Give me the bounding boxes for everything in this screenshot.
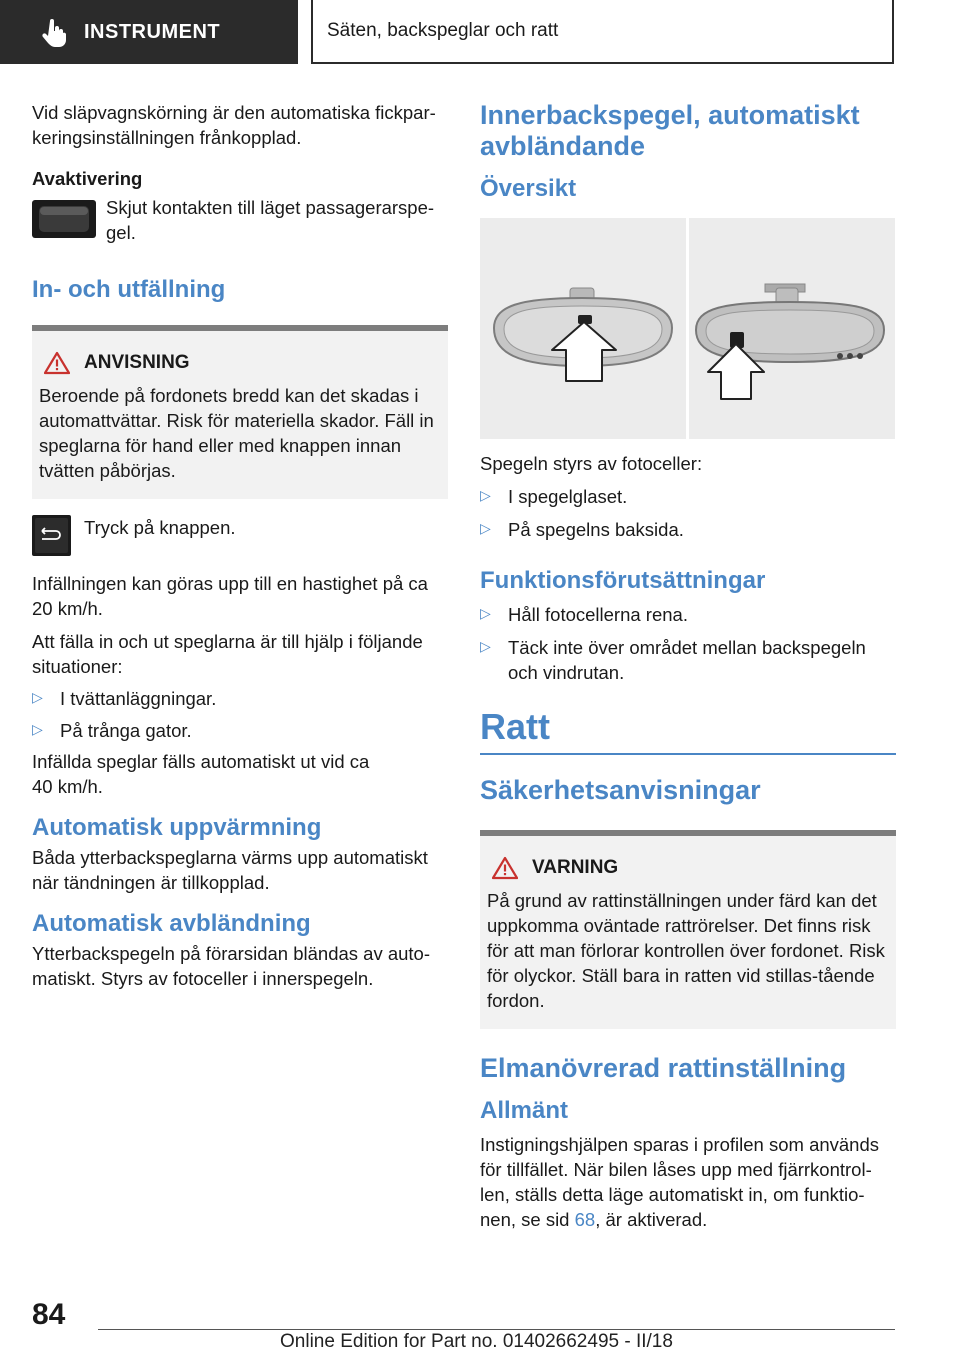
list-item	[32, 686, 448, 711]
list-item-text: I tvättanläggningar.	[60, 688, 217, 709]
ratt-heading: Ratt	[480, 706, 550, 747]
chapter-title: INSTRUMENT	[84, 20, 221, 43]
list-item	[480, 484, 896, 509]
overview-heading: Översikt	[480, 175, 577, 202]
page-number: 84	[32, 1298, 66, 1331]
warning-triangle-icon	[44, 351, 70, 375]
heating-heading: Automatisk uppvärmning	[32, 814, 322, 841]
list-item	[480, 602, 896, 627]
list-item-text: I spegelglaset.	[508, 486, 628, 507]
triangle-bullet-icon: ▷	[480, 638, 491, 654]
list-item	[480, 517, 896, 542]
notice-box	[32, 325, 448, 499]
rearview-mirror-illustration	[480, 218, 895, 439]
list-item-text: Täck inte över området mellan backspegeln och vindrutan.	[508, 637, 866, 683]
section-title: Säten, backspeglar och ratt	[327, 20, 559, 41]
left-column	[32, 100, 448, 991]
deactivation-heading: Avaktivering	[32, 168, 143, 189]
list-item	[480, 635, 896, 685]
right-column	[480, 100, 896, 1232]
triangle-bullet-icon: ▷	[32, 689, 43, 705]
list-item-text: Håll fotocellerna rena.	[508, 604, 688, 625]
warning-header	[492, 856, 890, 880]
mirror-heading: Innerbackspegel, automatiskt avbländande	[480, 100, 860, 161]
safety-heading: Säkerhetsanvisningar	[480, 775, 761, 805]
warning-box	[480, 830, 896, 1029]
switch-button-icon	[32, 200, 98, 240]
general-heading: Allmänt	[480, 1097, 569, 1124]
auto-unfold-text: Infällda speglar fälls automatiskt ut vid ca 40 km/h.	[32, 751, 370, 797]
heating-text: Båda ytterbackspeglarna värms upp automatiskt när tändningen är tillkopplad.	[32, 847, 428, 893]
notice-label: ANVISNING	[84, 352, 190, 373]
footer-divider	[98, 1329, 895, 1330]
mirror-fold-button-icon	[32, 515, 72, 557]
deactivation-row	[32, 195, 448, 245]
fold-help-text: Att fälla in och ut speglarna är till hjälp i följande situationer:	[32, 631, 423, 677]
deactivation-text: Skjut kontakten till läget passagerarspe-gel.	[106, 197, 435, 243]
requirements-heading: Funktionsförutsättningar	[480, 567, 766, 594]
notice-header	[44, 351, 442, 375]
chapter-tab	[0, 0, 298, 64]
photocell-intro: Spegeln styrs av fotoceller:	[480, 453, 703, 474]
warning-label: VARNING	[532, 857, 619, 878]
list-item	[32, 718, 448, 743]
triangle-bullet-icon: ▷	[32, 721, 43, 737]
intro-text: Vid släpvagnskörning är den automatiska fickpar-keringsinställningen frånkopplad.	[32, 102, 436, 148]
fold-heading: In- och utfällning	[32, 276, 226, 303]
ratt-chapter-heading	[480, 705, 896, 755]
notice-text: Beroende på fordonets bredd kan det skadas i automattvättar. Risk för materiella skador. Fäll in speglarna för hand eller med knappen innan tvätten påbörjas.	[39, 385, 434, 481]
edition-footer: Online Edition for Part no. 01402662495 - II/18	[280, 1331, 673, 1352]
dimming-text: Ytterbackspegeln på förarsidan bländas av auto-matiskt. Styrs av fotoceller i innerspegeln.	[32, 943, 431, 989]
list-item-text: På spegelns baksida.	[508, 519, 684, 540]
list-item-text: På trånga gator.	[60, 720, 192, 741]
general-text-start: Instigningshjälpen sparas i profilen som används för tillfället. När bilen låses upp med fjärrkontrol-len, ställs detta läge automatiskt in, om funktio-nen, se sid	[480, 1134, 880, 1230]
general-text	[480, 1132, 896, 1232]
general-text-end: , är aktiverad.	[595, 1209, 708, 1230]
hand-pointer-icon	[40, 17, 70, 47]
section-tab	[311, 0, 894, 64]
electric-heading: Elmanövrerad rattinställning	[480, 1053, 847, 1083]
press-button-text: Tryck på knappen.	[84, 517, 236, 538]
fold-speed-text: Infällningen kan göras upp till en hastighet på ca 20 km/h.	[32, 573, 428, 619]
fold-button-row	[32, 515, 448, 557]
dimming-heading: Automatisk avbländning	[32, 910, 311, 937]
triangle-bullet-icon: ▷	[480, 487, 491, 503]
page-reference-link[interactable]: 68	[574, 1209, 596, 1230]
warning-text: På grund av rattinställningen under färd kan det uppkomma oväntade rattrörelser. Det finns risk för att man förlorar kontrollen över fordonet. Risk för olyckor. Ställ bara in ratten vid stillas-tående fordon.	[487, 890, 885, 1011]
warning-triangle-icon	[492, 856, 518, 880]
triangle-bullet-icon: ▷	[480, 520, 491, 536]
triangle-bullet-icon: ▷	[480, 605, 491, 621]
